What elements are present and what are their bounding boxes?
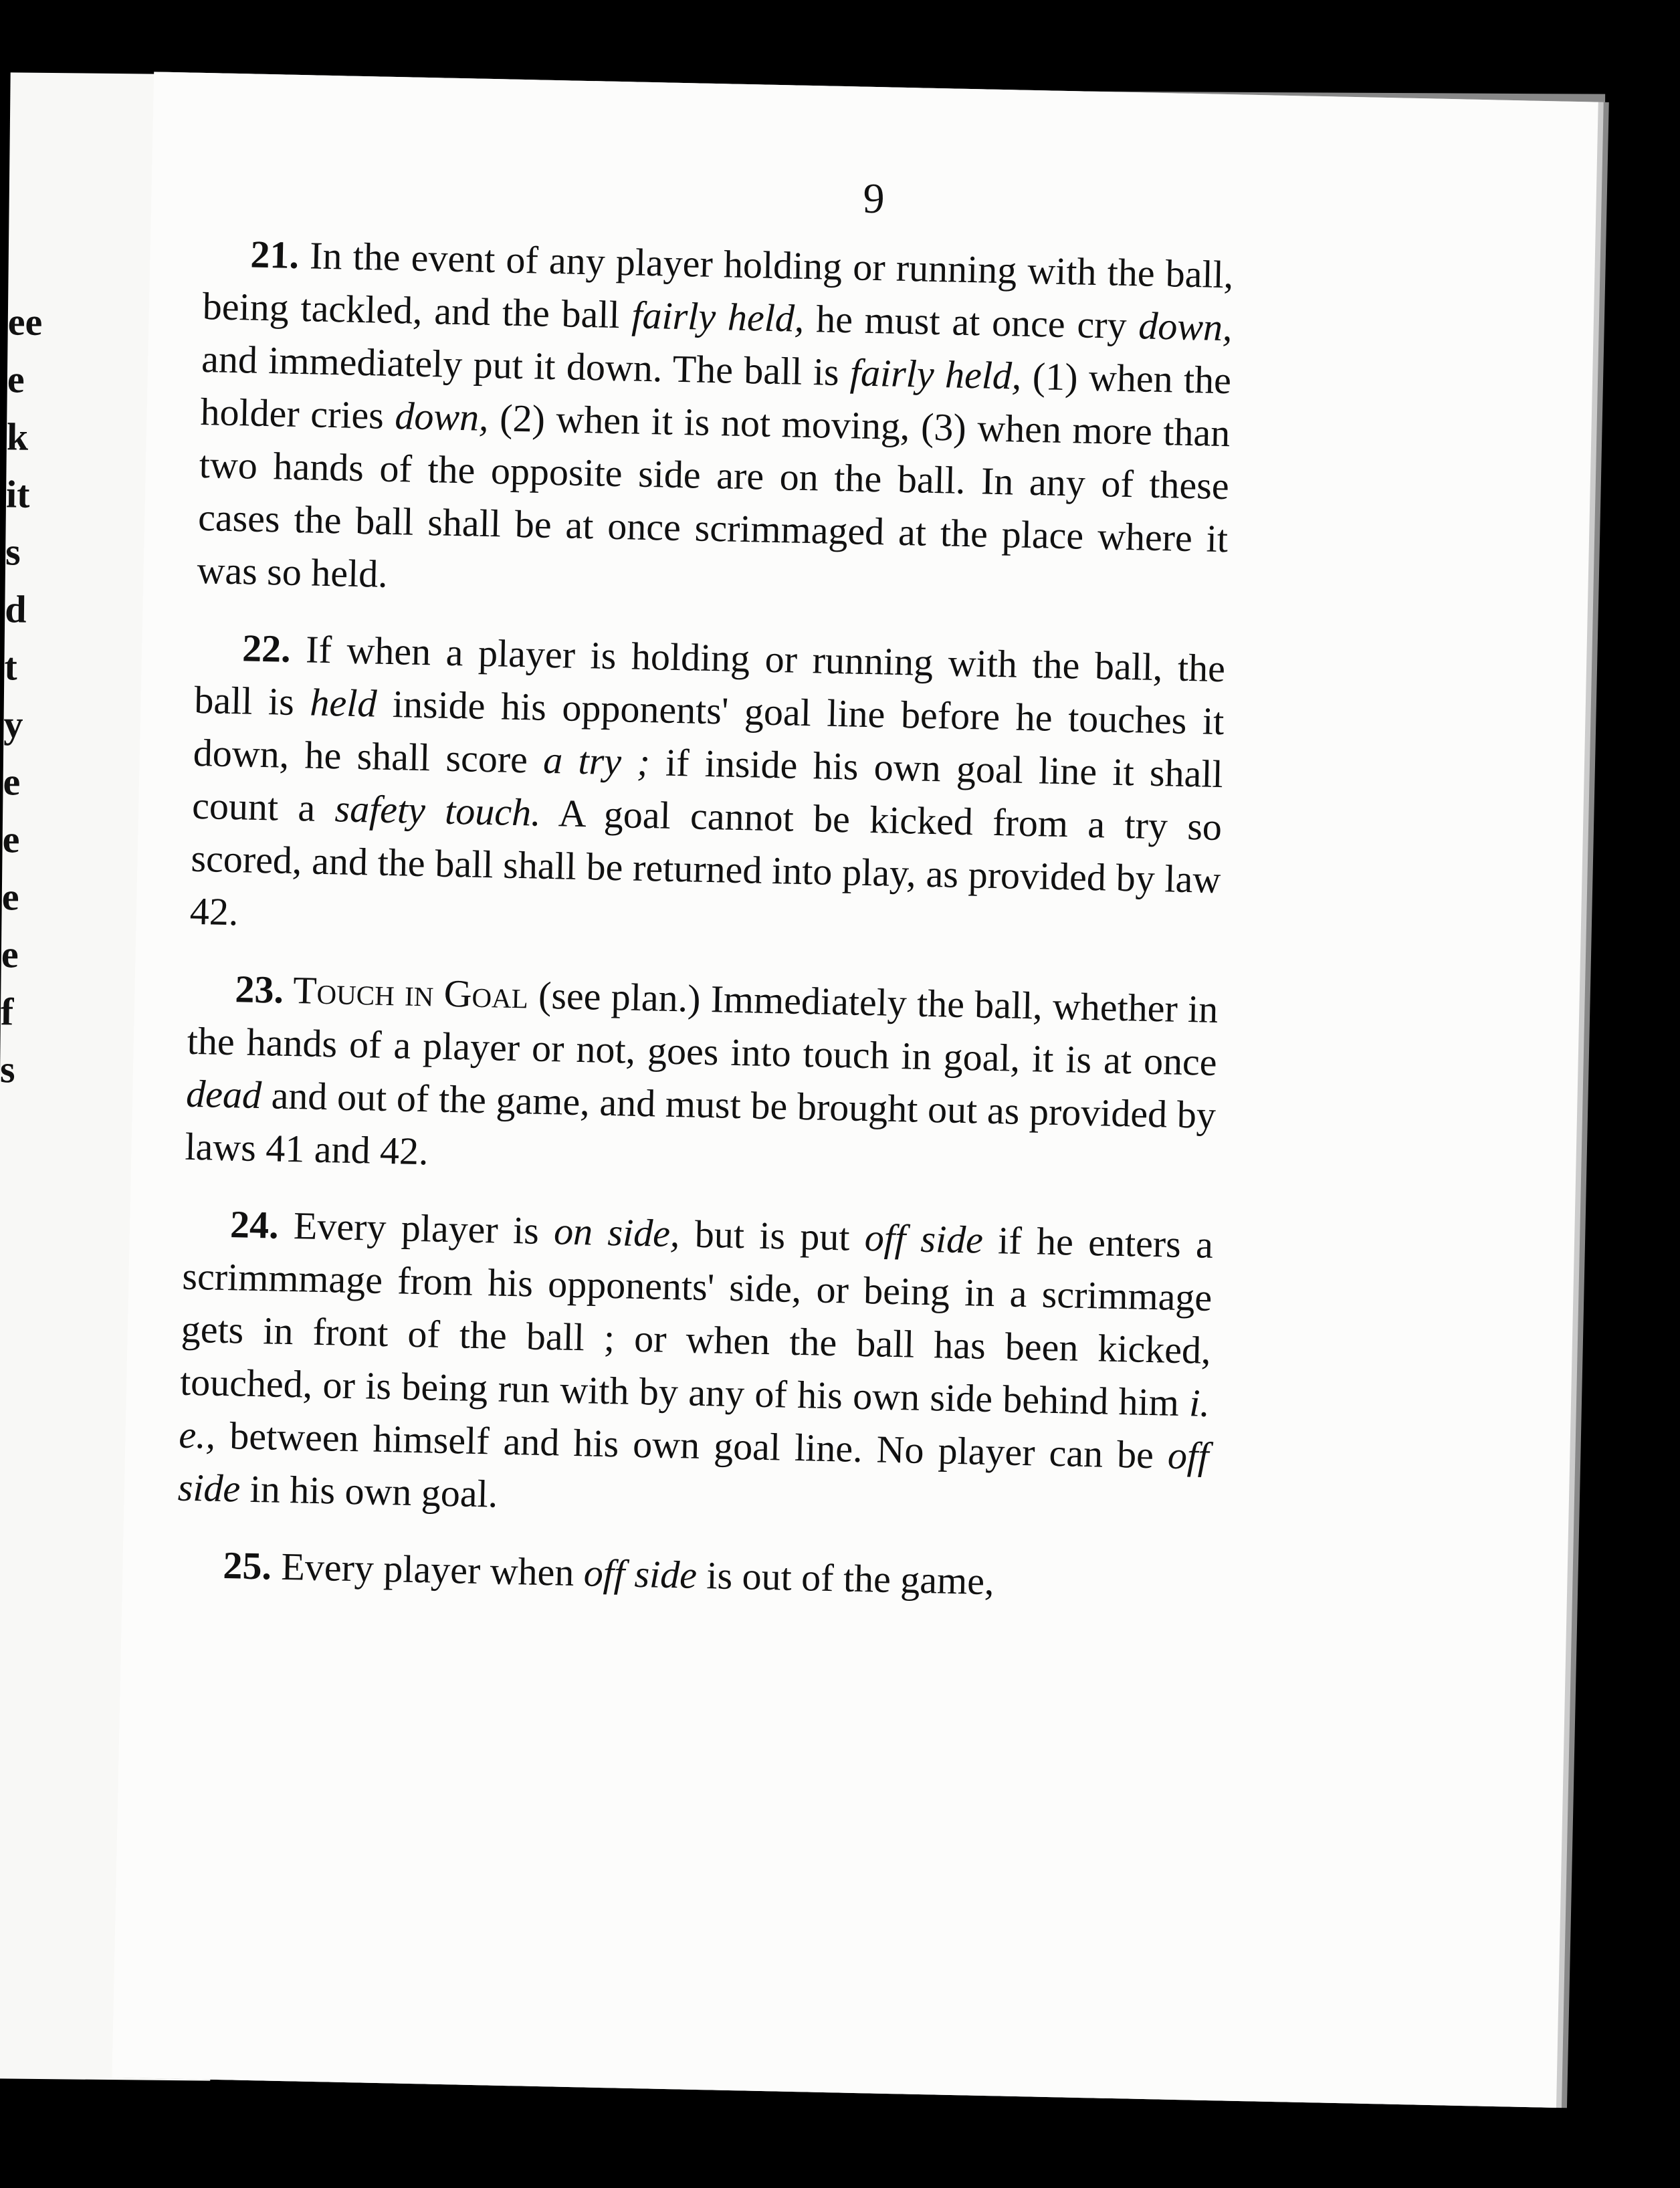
law-text: if inside his own goal line it shall count a bbox=[191, 740, 1224, 831]
law-emphasis: fairly held, bbox=[849, 350, 1023, 398]
law-emphasis: down, bbox=[1138, 304, 1233, 350]
law-number: 23. bbox=[234, 967, 284, 1012]
fragment: e bbox=[3, 760, 21, 804]
fragment: it bbox=[5, 472, 30, 516]
fragment: s bbox=[0, 1047, 16, 1091]
fragment: ee bbox=[7, 300, 43, 344]
law-text: and immediately put it down. The ball is bbox=[201, 336, 851, 395]
law-text: (2) when it is not moving, (3) when more than two hands of the opposite side are on the ball. In any of these cases the ball shall be at once scrimmaged at the place where it was so held. bbox=[196, 395, 1231, 596]
law-text: in his own goal. bbox=[239, 1466, 498, 1516]
law-text: is out of the game, bbox=[696, 1553, 995, 1604]
law-number: 24. bbox=[229, 1202, 280, 1247]
law-number: 25. bbox=[222, 1543, 272, 1588]
law-21 bbox=[197, 227, 1234, 618]
law-text: if he enters a scrimmmage from his opponents' side, or being in a scrimmage gets in front of the ball ; or when the ball has been kicked, touched, or is being run with by any of his own side behind him bbox=[179, 1218, 1214, 1425]
page-number: 9 bbox=[862, 174, 885, 223]
law-emphasis: safety touch. bbox=[334, 786, 542, 835]
law-text: he must at once cry bbox=[803, 296, 1140, 348]
fragment: d bbox=[4, 587, 27, 631]
law-emphasis: fairly held, bbox=[631, 293, 805, 340]
law-emphasis: off side bbox=[177, 1433, 1209, 1511]
fragment: e bbox=[7, 357, 25, 401]
fragment: f bbox=[0, 990, 14, 1034]
law-emphasis: dead bbox=[185, 1071, 262, 1117]
fragment: e bbox=[1, 932, 19, 976]
law-emphasis: off side bbox=[583, 1551, 698, 1597]
fragment: t bbox=[4, 645, 18, 689]
law-text: (see plan.) Immediately the ball, whether in the hands of a player or not, goes into touch in goal, it is at once bbox=[187, 973, 1219, 1084]
law-text: and out of the game, and must be brought out as provided by laws 41 and 42. bbox=[184, 1073, 1217, 1174]
law-text: In the event of any player holding or running with the ball, being tackled, and the ball bbox=[202, 233, 1234, 337]
law-text: but is put bbox=[679, 1212, 865, 1260]
law-text: (1) when the holder cries bbox=[199, 354, 1232, 438]
fragment: s bbox=[5, 530, 21, 574]
law-emphasis: held bbox=[309, 680, 378, 726]
law-23 bbox=[185, 962, 1219, 1194]
law-text: If when a player is holding or running with the ball, the ball is bbox=[193, 627, 1226, 724]
law-text: A goal cannot be kicked from a try so scored, and the ball shall be returned into play, as provided by law 42. bbox=[189, 790, 1223, 934]
law-emphasis: on side, bbox=[553, 1209, 681, 1256]
law-text: Every player is bbox=[278, 1203, 554, 1253]
fragment: e bbox=[1, 875, 19, 919]
law-text: inside his opponents' goal line before he touches it down, he shall score bbox=[193, 681, 1225, 782]
law-22 bbox=[189, 621, 1226, 959]
fragment: e bbox=[2, 817, 20, 861]
left-page-text-fragments bbox=[0, 293, 48, 1099]
law-text: Every player when bbox=[271, 1544, 585, 1595]
law-heading: Touch in Goal bbox=[283, 968, 529, 1017]
law-number: 22. bbox=[241, 626, 292, 671]
law-emphasis: off side bbox=[864, 1216, 984, 1262]
law-text: between himself and his own goal line. No player can be bbox=[215, 1413, 1168, 1477]
law-25 bbox=[176, 1538, 1206, 1612]
fragment: y bbox=[3, 702, 23, 746]
page-body bbox=[175, 227, 1234, 1636]
fragment: k bbox=[6, 415, 29, 459]
law-emphasis: down, bbox=[394, 394, 490, 439]
law-number: 21. bbox=[249, 232, 300, 277]
law-emphasis: a try ; bbox=[542, 738, 651, 784]
right-page bbox=[112, 72, 1598, 2108]
law-24 bbox=[177, 1197, 1214, 1535]
law-emphasis: i. e., bbox=[178, 1381, 1211, 1457]
